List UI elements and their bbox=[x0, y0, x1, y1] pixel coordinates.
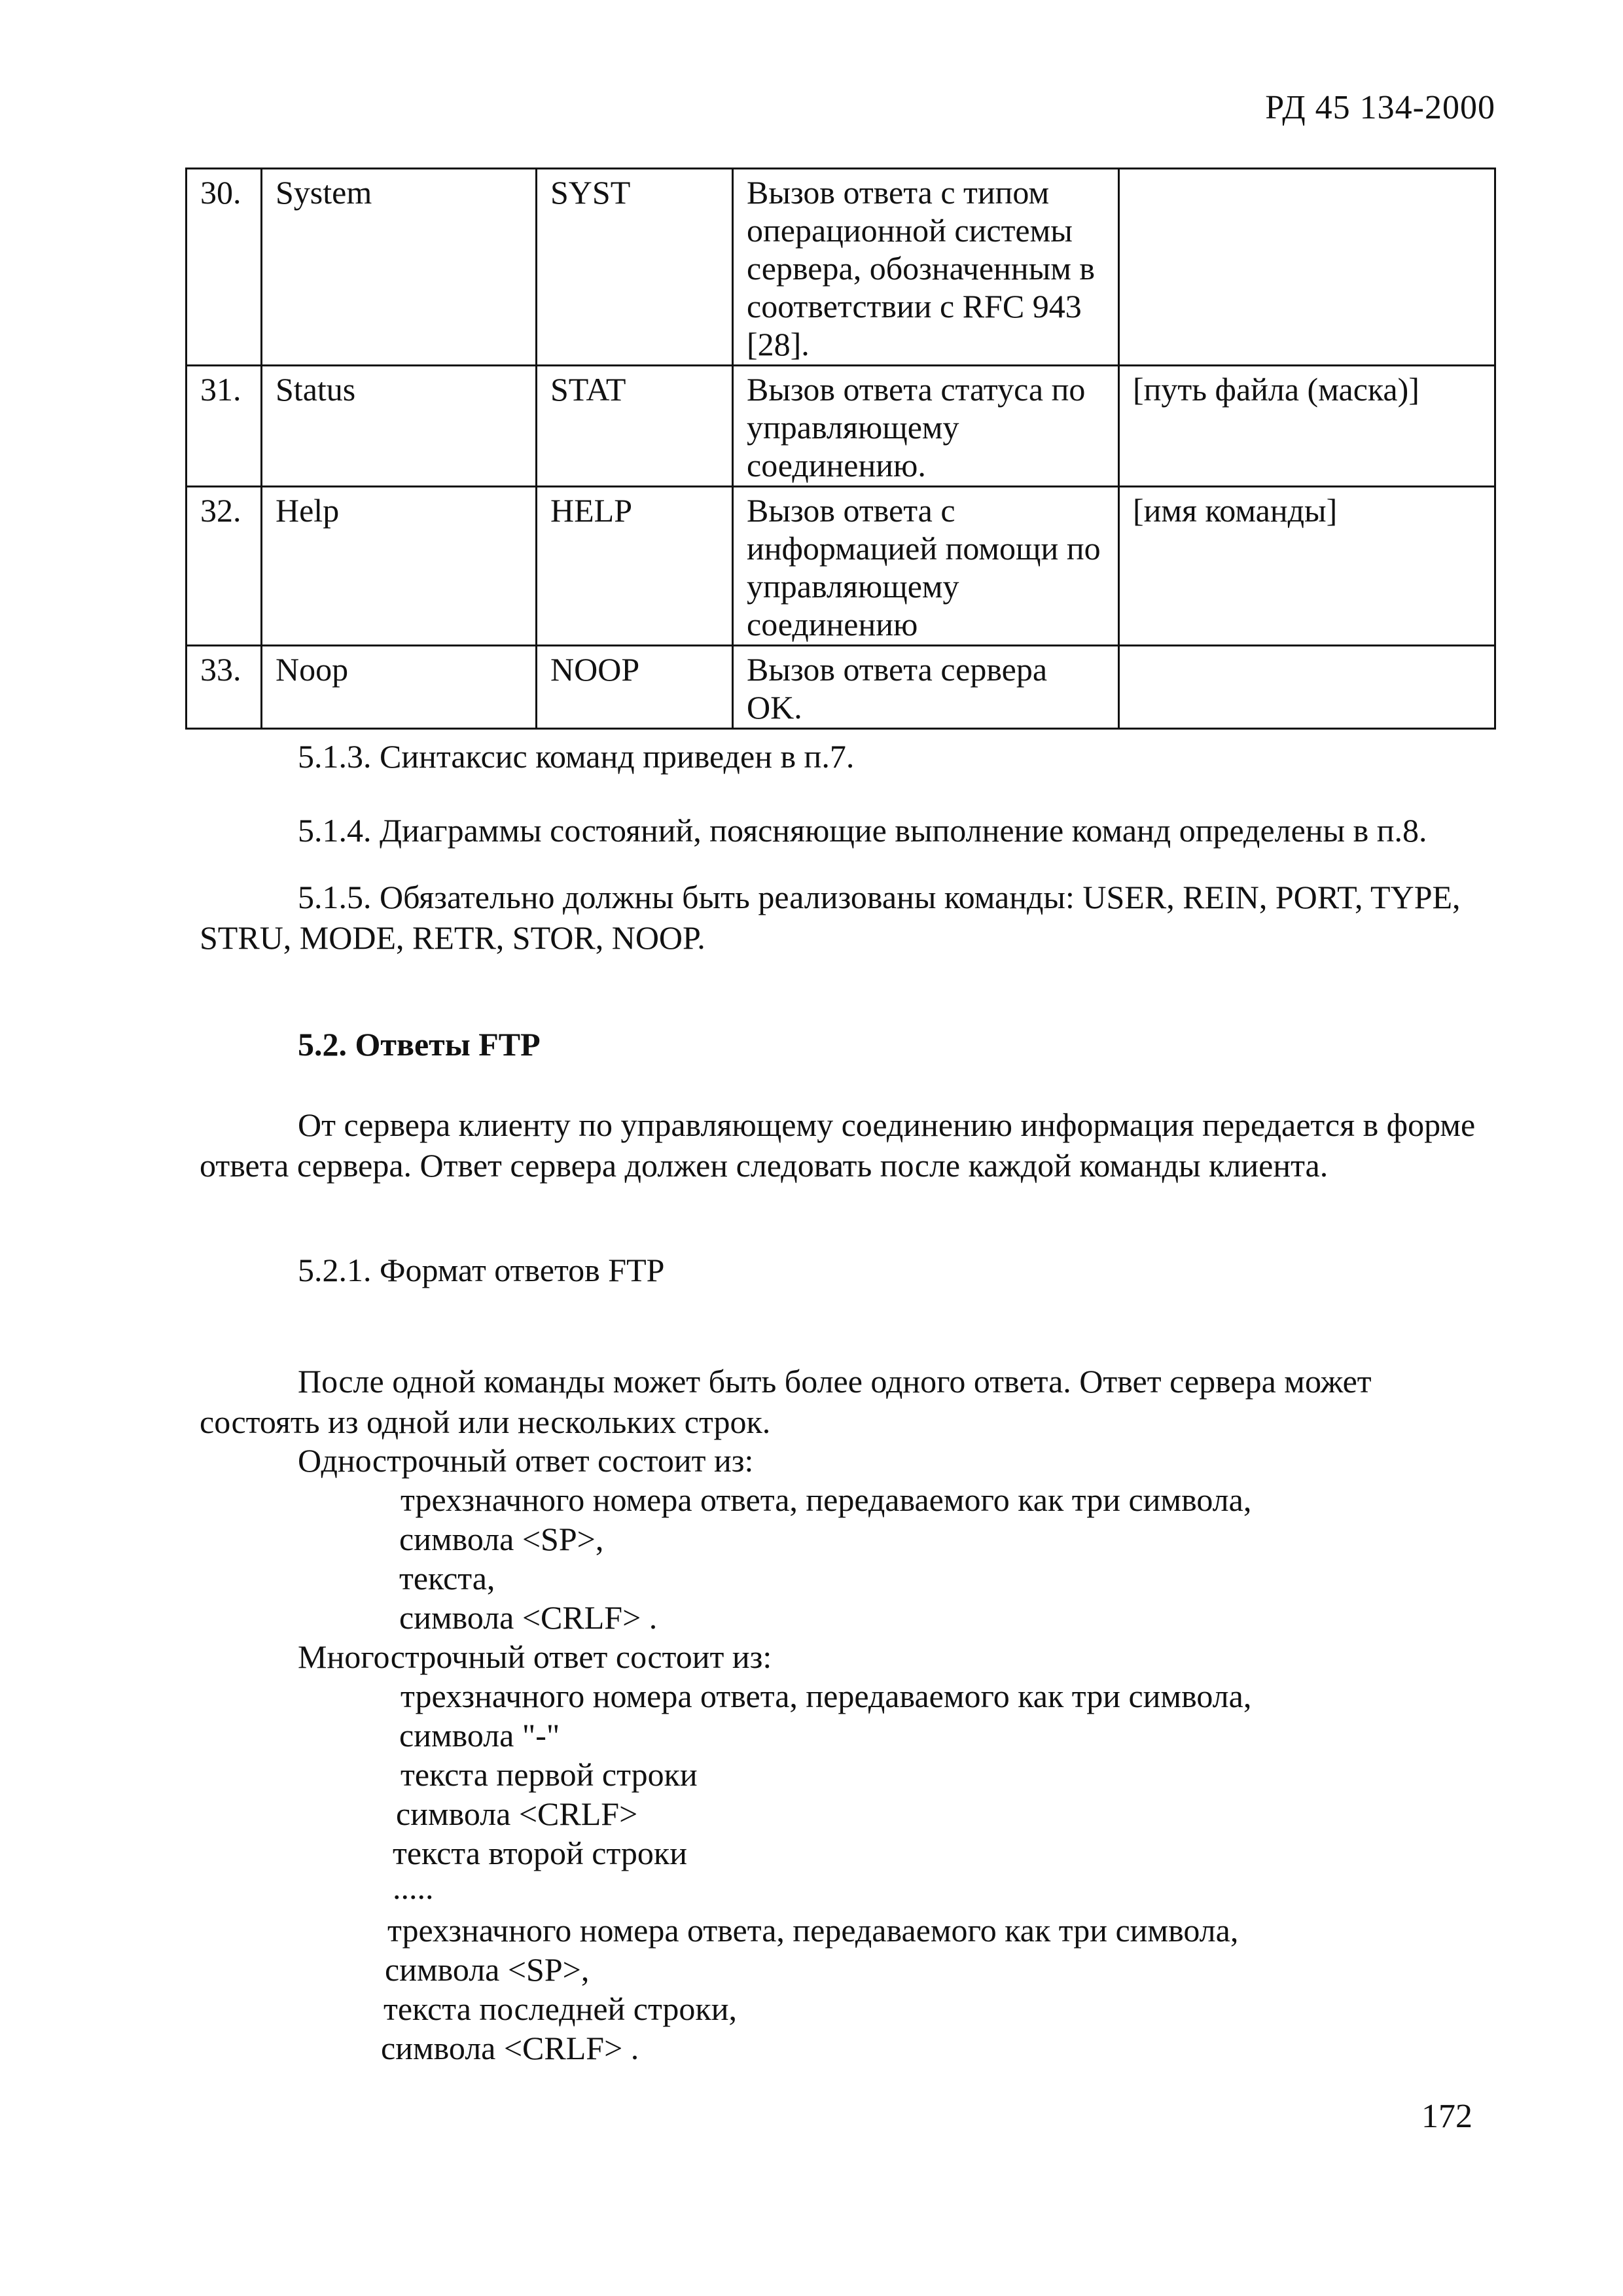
command-name: Help bbox=[262, 487, 537, 646]
page-number: 172 bbox=[1421, 2098, 1472, 2135]
multi-line-item: символа <CRLF> bbox=[396, 1795, 638, 1832]
multi-line-title: Многострочный ответ состоит из: bbox=[298, 1638, 772, 1675]
subsection-title-5-2-1: 5.2.1. Формат ответов FTP bbox=[298, 1252, 665, 1288]
command-args: [имя команды] bbox=[1119, 487, 1495, 646]
command-args bbox=[1119, 646, 1495, 729]
paragraph-5-1-5: 5.1.5. Обязательно должны быть реализованы команды: USER, REIN, PORT, TYPE, STRU, MODE, RETR, STOR, NOOP. bbox=[200, 879, 1461, 956]
command-name: Status bbox=[262, 366, 537, 487]
single-line-item: трехзначного номера ответа, передаваемого как три символа, bbox=[401, 1481, 1252, 1518]
command-code: STAT bbox=[537, 366, 733, 487]
paragraph-5-2: От сервера клиенту по управляющему соединению информация передается в форме ответа сервера. Ответ сервера должен следовать после каждой команды клиента. bbox=[200, 1106, 1476, 1184]
command-description: Вызов ответа с информацией помощи по управляющему соединению bbox=[733, 487, 1119, 646]
section-title-5-2: 5.2. Ответы FTP bbox=[298, 1026, 541, 1063]
paragraph-intro: После одной команды может быть более одного ответа. Ответ сервера может состоять из одной или нескольких строк. bbox=[200, 1363, 1372, 1440]
single-line-title: Однострочный ответ состоит из: bbox=[298, 1442, 754, 1479]
table-row bbox=[187, 646, 1495, 729]
row-number: 32. bbox=[187, 487, 262, 646]
table-row bbox=[187, 366, 1495, 487]
single-line-item: символа <CRLF> . bbox=[399, 1599, 658, 1636]
command-code: NOOP bbox=[537, 646, 733, 729]
table-row bbox=[187, 487, 1495, 646]
paragraph-5-1-3: 5.1.3. Синтаксис команд приведен в п.7. bbox=[298, 738, 855, 775]
multi-line-item: символа <CRLF> . bbox=[381, 2030, 639, 2066]
command-description: Вызов ответа с типом операционной системы сервера, обозначенным в соответствии с RFC 943 [28]. bbox=[733, 169, 1119, 366]
command-name: Noop bbox=[262, 646, 537, 729]
single-line-item: текста, bbox=[399, 1560, 495, 1597]
multi-line-item: ..... bbox=[393, 1869, 434, 1906]
multi-line-item: трехзначного номера ответа, передаваемого как три символа, bbox=[401, 1678, 1252, 1714]
single-line-item: символа <SP>, bbox=[399, 1521, 604, 1557]
command-args: [путь файла (маска)] bbox=[1119, 366, 1495, 487]
command-args bbox=[1119, 169, 1495, 366]
row-number: 33. bbox=[187, 646, 262, 729]
command-code: HELP bbox=[537, 487, 733, 646]
command-description: Вызов ответа сервера OK. bbox=[733, 646, 1119, 729]
table-row bbox=[187, 169, 1495, 366]
row-number: 30. bbox=[187, 169, 262, 366]
command-code: SYST bbox=[537, 169, 733, 366]
multi-line-item: текста второй строки bbox=[393, 1835, 687, 1871]
paragraph-5-1-4: 5.1.4. Диаграммы состояний, поясняющие выполнение команд определены в п.8. bbox=[298, 812, 1427, 849]
document-code: РД 45 134-2000 bbox=[1265, 89, 1495, 126]
multi-line-item: текста первой строки bbox=[401, 1756, 698, 1793]
multi-line-item: трехзначного номера ответа, передаваемого как три символа, bbox=[387, 1912, 1239, 1949]
ftp-commands-table bbox=[185, 168, 1496, 730]
multi-line-item: текста последней строки, bbox=[383, 1990, 737, 2027]
multi-line-item: символа <SP>, bbox=[385, 1951, 590, 1988]
row-number: 31. bbox=[187, 366, 262, 487]
command-description: Вызов ответа статуса по управляющему соединению. bbox=[733, 366, 1119, 487]
command-name: System bbox=[262, 169, 537, 366]
multi-line-item: символа "-" bbox=[399, 1717, 560, 1754]
